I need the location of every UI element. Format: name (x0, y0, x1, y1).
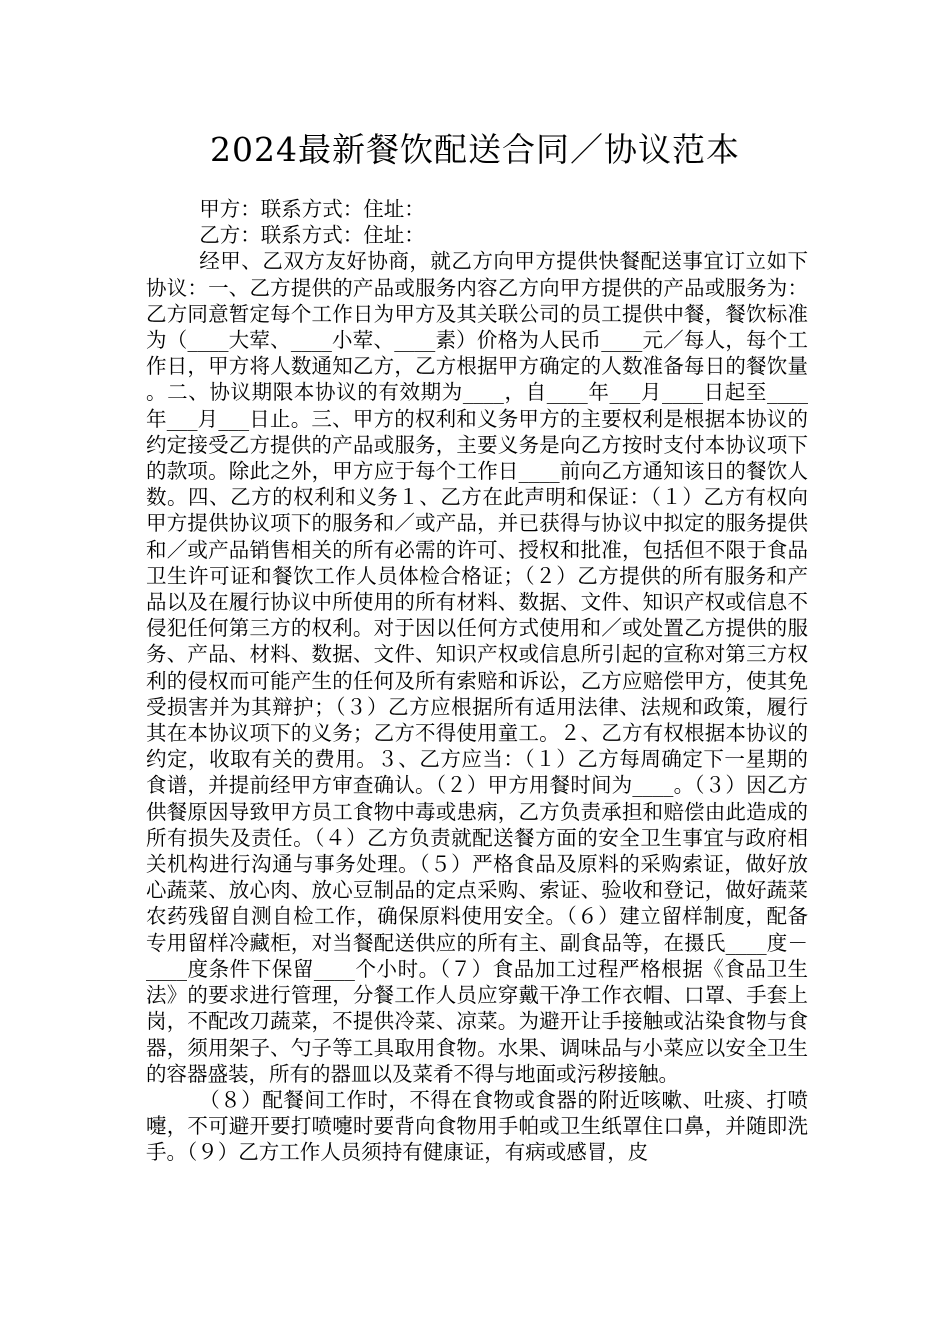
agreement-body-paragraph: 经甲、乙双方友好协商，就乙方向甲方提供快餐配送事宜订立如下协议：一、乙方提供的产品或服务内容乙方向甲方提供的产品或服务为：乙方同意暂定每个工作日为甲方及其关联公司的员工提供中餐，餐饮标准为（____大荤、____小荤、____素）价格为人民币____元／每人，每个工作日，甲方将人数通知乙方，乙方根据甲方确定的人数准备每日的餐饮量。二、协议期限本协议的有效期为____，自____年___月____日起至____年___月___日止。三、甲方的权利和义务甲方的主要权利是根据本协议的约定接受乙方提供的产品或服务，主要义务是向乙方按时支付本协议项下的款项。除此之外，甲方应于每个工作日____前向乙方通知该日的餐饮人数。四、乙方的权利和义务１、乙方在此声明和保证：（１）乙方有权向甲方提供协议项下的服务和／或产品，并已获得与协议中拟定的服务提供和／或产品销售相关的所有必需的许可、授权和批准，包括但不限于食品卫生许可证和餐饮工作人员体检合格证；（２）乙方提供的所有服务和产品以及在履行协议中所使用的所有材料、数据、文件、知识产权或信息不侵犯任何第三方的权利。对于因以任何方式使用和／或处置乙方提供的服务、产品、材料、数据、文件、知识产权或信息所引起的宣称对第三方权利的侵权而可能产生的任何及所有索赔和诉讼，乙方应赔偿甲方，使其免受损害并为其辩护；（３）乙方应根据所有适用法律、法规和政策，履行其在本协议项下的义务；乙方不得使用童工。２、乙方有权根据本协议的约定，收取有关的费用。３、乙方应当：（１）乙方每周确定下一星期的食谱，并提前经甲方审查确认。（２）甲方用餐时间为____。（３）因乙方供餐原因导致甲方员工食物中毒或患病，乙方负责承担和赔偿由此造成的所有损失及责任。（４）乙方负责就配送餐方面的安全卫生事宜与政府相关机构进行沟通与事务处理。（５）严格食品及原料的采购索证，做好放心蔬菜、放心肉、放心豆制品的定点采购、索证、验收和登记，做好蔬菜农药残留自测自检工作，确保原料使用安全。（６）建立留样制度，配备专用留样冷藏柜，对当餐配送供应的所有主、副食品等，在摄氏____度－____度条件下保留____个小时。（７）食品加工过程严格根据《食品卫生法》的要求进行管理，分餐工作人员应穿戴干净工作衣帽、口罩、手套上岗，不配改刀蔬菜，不提供冷菜、凉菜。为避开让手接触或沾染食物与食器，须用架子、勺子等工具取用食物。水果、调味品与小菜应以安全卫生的容器盛装，所有的器皿以及菜肴不得与地面或污秽接触。 (146, 249, 808, 1086)
document-body (146, 196, 808, 1166)
agreement-continuation-paragraph: （８）配餐间工作时，不得在食物或食器的附近咳嗽、吐痰、打喷嚏，不可避开要打喷嚏时要背向食物用手帕或卫生纸罩住口鼻，并随即洗手。（９）乙方工作人员须持有健康证，有病或感冒，皮 (146, 1087, 808, 1165)
party-a-line: 甲方：联系方式：住址： (199, 197, 425, 221)
party-b-line: 乙方：联系方式：住址： (199, 223, 425, 248)
document-title: 2024最新餐饮配送合同／协议范本 (210, 130, 740, 169)
